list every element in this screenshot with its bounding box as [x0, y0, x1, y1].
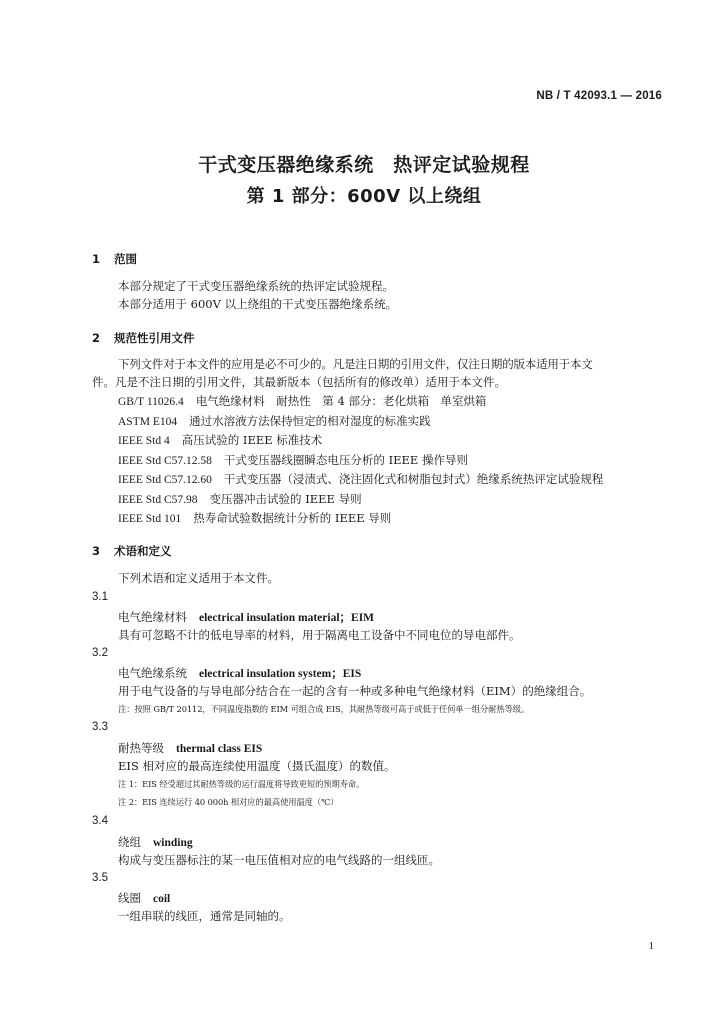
term-heading [118, 890, 170, 906]
term-en: electrical insulation material；EIM [199, 612, 375, 624]
document-title-line1: 干式变压器绝缘系统 热评定试验规程 [198, 154, 530, 176]
section-heading-normative-references [92, 330, 195, 346]
section-number: 1 [92, 252, 101, 266]
term-note: 注：按照 GB/T 20112，不同温度指数的 EIM 可组合成 EIS，其耐热等级可高于或低于任何单一组分耐热等级。 [118, 704, 530, 714]
reference-title: 干式变压器线圈瞬态电压分析的 IEEE 操作导则 [223, 453, 468, 467]
reference-title: 热寿命试验数据统计分析的 IEEE 导则 [193, 511, 392, 525]
references-intro-line1: 下列文件对于本文件的应用是必不可少的。凡是注日期的引用文件，仅注日期的版本适用于本文 [118, 357, 593, 371]
terms-intro: 下列术语和定义适用于本文件。 [118, 571, 279, 585]
reference-item [118, 491, 362, 508]
term-heading [118, 740, 262, 756]
term-zh: 线圈 [118, 891, 141, 905]
reference-item [118, 510, 391, 527]
section-title: 范围 [114, 252, 137, 266]
reference-title: 干式变压器（浸渍式、浇注固化式和树脂包封式）绝缘系统热评定试验规程 [223, 472, 604, 486]
term-definition: EIS 相对应的最高连续使用温度（摄氏温度）的数值。 [118, 759, 396, 773]
reference-code: ASTM E104 [118, 416, 178, 428]
term-note-2: 注 2：EIS 连续运行 40 000h 相对应的最高使用温度（℃） [118, 797, 339, 807]
term-heading [118, 609, 374, 625]
term-definition: 一组串联的线匝，通常是同轴的。 [118, 909, 291, 923]
section-heading-terms-definitions [92, 543, 172, 559]
section-heading-scope [92, 251, 137, 267]
term-zh: 电气绝缘材料 [118, 610, 187, 624]
reference-code: IEEE Std C57.98 [118, 494, 198, 506]
term-zh: 耐热等级 [118, 741, 164, 755]
term-definition: 构成与变压器标注的某一电压值相对应的电气线路的一组线匝。 [118, 853, 440, 867]
reference-item [118, 471, 603, 488]
page-number: 1 [648, 940, 654, 952]
term-en: coil [153, 893, 171, 905]
term-definition: 用于电气设备的与导电部分结合在一起的含有一种或多种电气绝缘材料（EIM）的绝缘组合。 [118, 684, 592, 698]
reference-title: 通过水溶液方法保持恒定的相对湿度的标准实践 [189, 414, 431, 428]
reference-code: IEEE Std C57.12.60 [118, 474, 212, 486]
reference-item [118, 452, 468, 469]
term-en: electrical insulation system；EIS [199, 668, 362, 680]
reference-code: IEEE Std 4 [118, 435, 170, 447]
reference-title: 高压试验的 IEEE 标准技术 [181, 433, 323, 447]
clause-number: 3.2 [92, 647, 108, 659]
term-definition: 具有可忽略不计的低电导率的材料，用于隔离电工设备中不同电位的导电部件。 [118, 628, 521, 642]
reference-item [118, 413, 431, 430]
reference-code: IEEE Std C57.12.58 [118, 455, 212, 467]
section-title: 术语和定义 [114, 544, 172, 558]
reference-item [118, 393, 486, 410]
term-zh: 电气绝缘系统 [118, 666, 187, 680]
reference-code: IEEE Std 101 [118, 513, 182, 525]
clause-number: 3.5 [92, 872, 108, 884]
scope-paragraph-2: 本部分适用于 600V 以上绕组的干式变压器绝缘系统。 [118, 297, 398, 311]
term-heading [118, 665, 361, 681]
term-en: thermal class EIS [176, 743, 263, 755]
section-number: 2 [92, 331, 101, 345]
term-en: winding [153, 837, 193, 849]
references-intro-line2: 件。凡是不注日期的引用文件，其最新版本（包括所有的修改单）适用于本文件。 [92, 375, 506, 389]
scope-paragraph-1: 本部分规定了干式变压器绝缘系统的热评定试验规程。 [118, 279, 394, 293]
standard-code: NB / T 42093.1 — 2016 [536, 90, 662, 102]
reference-title: 变压器冲击试验的 IEEE 导则 [209, 492, 362, 506]
reference-item [118, 432, 322, 449]
reference-title: 电气绝缘材料 耐热性 第 4 部分：老化烘箱 单室烘箱 [195, 394, 487, 408]
document-title-line2: 第 1 部分：600V 以上绕组 [246, 186, 482, 207]
term-heading [118, 834, 193, 850]
section-title: 规范性引用文件 [114, 331, 195, 345]
reference-code: GB/T 11026.4 [118, 396, 184, 408]
clause-number: 3.3 [92, 721, 108, 733]
clause-number: 3.4 [92, 815, 108, 827]
section-number: 3 [92, 544, 101, 558]
clause-number: 3.1 [92, 591, 108, 603]
term-note-1: 注 1：EIS 经受超过其耐热等级的运行温度将导致更短的预期寿命。 [118, 779, 365, 789]
term-zh: 绕组 [118, 835, 141, 849]
